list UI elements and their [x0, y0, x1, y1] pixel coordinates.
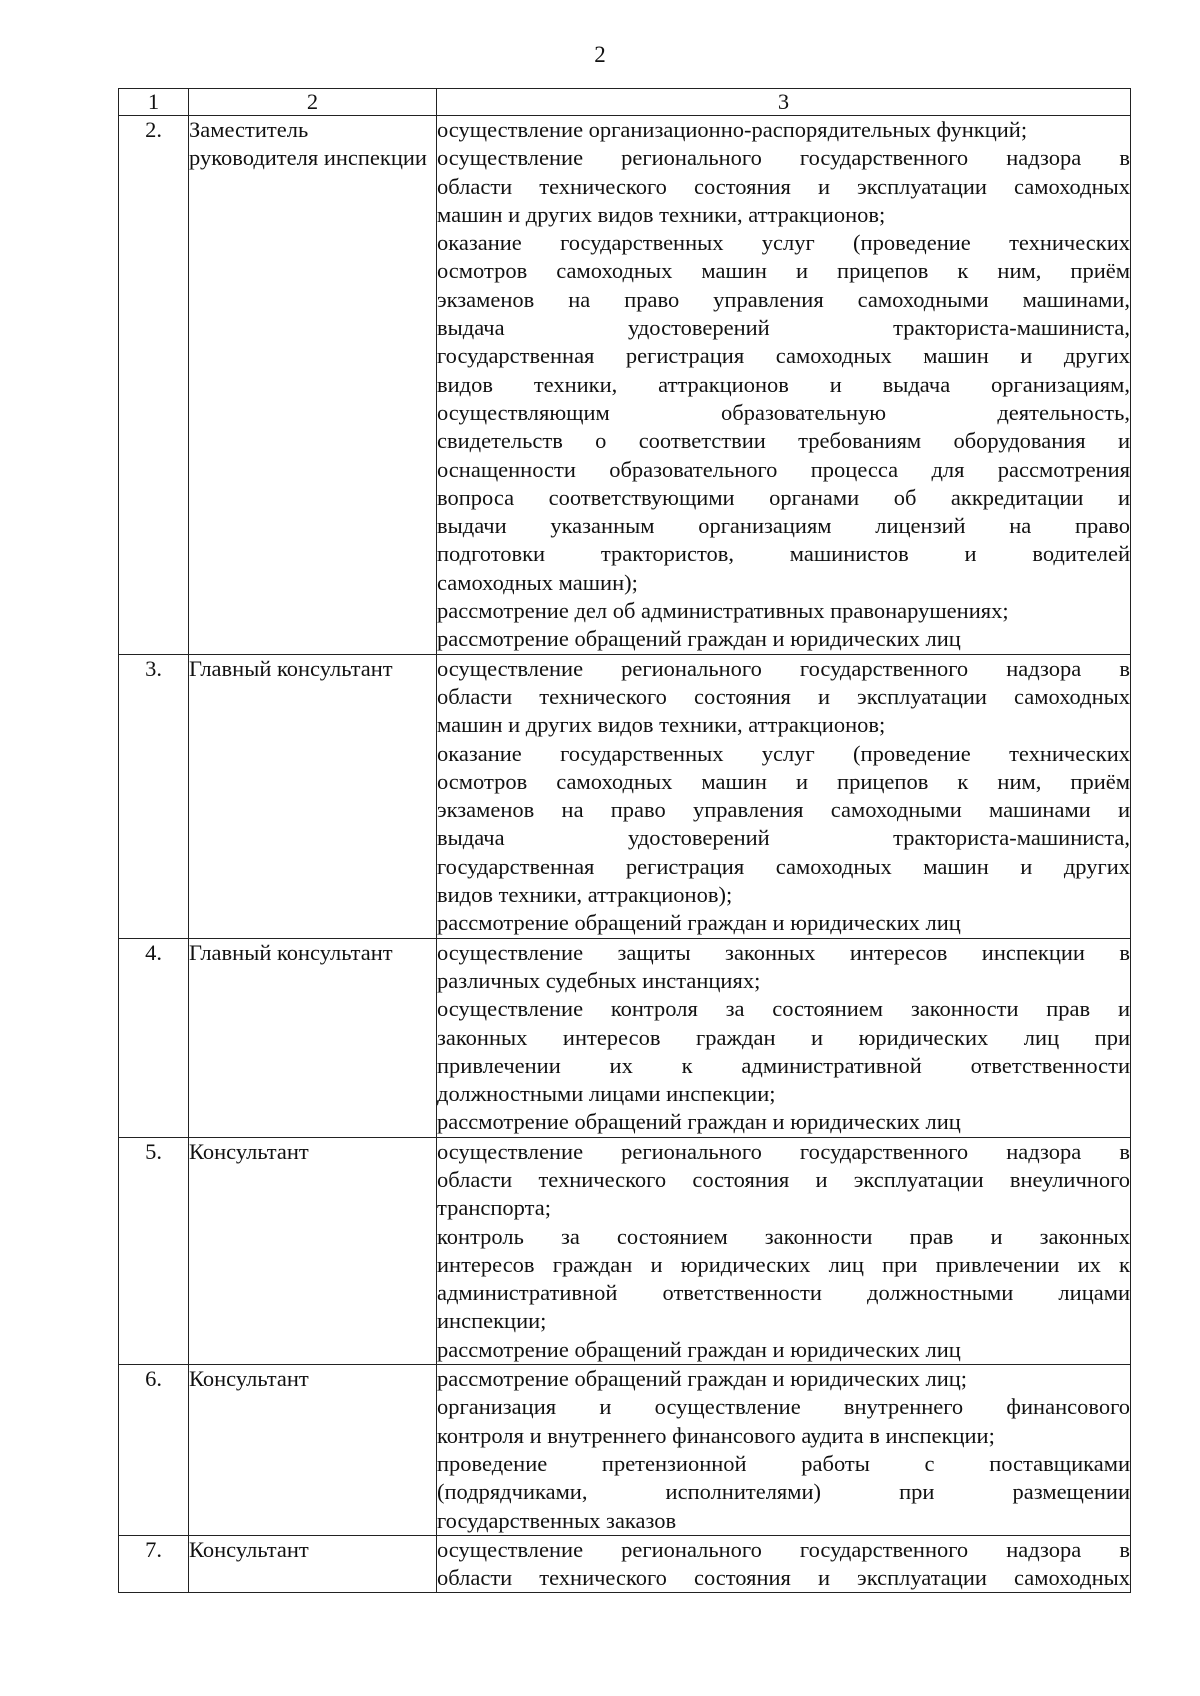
table-row	[119, 1137, 1131, 1364]
duty-line: осуществляющим образовательную деятельность,	[437, 399, 1130, 425]
duty-line: свидетельств о соответствии требованиям оборудования и	[437, 428, 1130, 454]
row-number: 3.	[119, 654, 189, 938]
duties-cell	[437, 116, 1131, 655]
duty-line: контроль за состоянием законности прав и законных	[437, 1223, 1130, 1249]
duty-line: осмотров самоходных машин и прицепов к ним, приём	[437, 258, 1130, 284]
table-header-row	[119, 89, 1131, 116]
duty-line: государственная регистрация самоходных машин и других	[437, 343, 1130, 369]
duty-line: осуществление регионального государственного надзора в	[437, 145, 1130, 171]
duty-line: оказание государственных услуг (проведение технических	[437, 230, 1130, 256]
duty-line: законных интересов граждан и юридических лиц при	[437, 1024, 1130, 1050]
position-title: Главный консультант	[189, 938, 437, 1137]
duty-line: осуществление контроля за состоянием законности прав и	[437, 996, 1130, 1022]
duty-line: области технического состояния и эксплуатации самоходных	[437, 173, 1130, 199]
duty-line: осуществление организационно-распорядительных функций;	[437, 117, 1028, 142]
duty-line: транспорта;	[437, 1195, 551, 1221]
duties-cell	[437, 654, 1131, 938]
duty-line: осуществление защиты законных интересов инспекции в	[437, 939, 1130, 965]
duty-line: рассмотрение обращений граждан и юридических лиц	[437, 1336, 961, 1362]
duty-line: рассмотрение обращений граждан и юридических лиц;	[437, 1366, 968, 1392]
duty-line: (подрядчиками, исполнителями) при размещении	[437, 1479, 1130, 1505]
row-number: 7.	[119, 1535, 189, 1593]
duty-line: проведение претензионной работы с поставщиками	[437, 1450, 1130, 1476]
duty-line: рассмотрение обращений граждан и юридических лиц	[437, 910, 961, 936]
duty-line: должностными лицами инспекции;	[437, 1081, 776, 1107]
duty-line: различных судебных инстанциях;	[437, 967, 761, 993]
duty-line: административной ответственности должностными лицами	[437, 1280, 1130, 1306]
duty-line: видов техники, аттракционов);	[437, 882, 733, 908]
duty-line: выдача удостоверений тракториста-машиниста,	[437, 825, 1130, 851]
duty-line: государственных заказов	[437, 1507, 677, 1533]
header-col-3: 3	[437, 89, 1131, 116]
duty-line: рассмотрение обращений граждан и юридических лиц	[437, 1109, 961, 1135]
header-col-2: 2	[189, 89, 437, 116]
duty-line: области технического состояния и эксплуатации самоходных	[437, 1565, 1130, 1591]
duty-line: экзаменов на право управления самоходными машинами,	[437, 286, 1130, 312]
duty-line: оказание государственных услуг (проведение технических	[437, 740, 1130, 766]
duty-line: рассмотрение дел об административных правонарушениях;	[437, 598, 1009, 624]
duties-cell	[437, 938, 1131, 1137]
duty-line: подготовки трактористов, машинистов и водителей	[437, 541, 1130, 567]
position-title: Консультант	[189, 1137, 437, 1364]
duty-line: оснащенности образовательного процесса для рассмотрения	[437, 456, 1130, 482]
duties-table	[118, 88, 1131, 1593]
duty-line: рассмотрение обращений граждан и юридических лиц	[437, 626, 961, 652]
position-title: Заместитель руководителя инспекции	[189, 116, 437, 655]
duties-cell	[437, 1535, 1131, 1593]
table-row	[119, 1535, 1131, 1593]
duties-cell	[437, 1365, 1131, 1536]
duties-cell	[437, 1137, 1131, 1364]
table-row	[119, 1365, 1131, 1536]
page-number: 2	[594, 42, 606, 67]
duty-line: области технического состояния и эксплуатации самоходных	[437, 683, 1130, 709]
position-title: Главный консультант	[189, 654, 437, 938]
position-title: Консультант	[189, 1535, 437, 1593]
duty-line: выдача удостоверений тракториста-машиниста,	[437, 315, 1130, 341]
header-col-1: 1	[119, 89, 189, 116]
duty-line: государственная регистрация самоходных машин и других	[437, 853, 1130, 879]
table-row	[119, 938, 1131, 1137]
duty-line: привлечении их к административной ответственности	[437, 1052, 1130, 1078]
duty-line: контроля и внутреннего финансового аудита в инспекции;	[437, 1422, 995, 1448]
duty-line: осмотров самоходных машин и прицепов к ним, приём	[437, 768, 1130, 794]
duty-line: машин и других видов техники, аттракционов;	[437, 201, 886, 227]
duty-line: интересов граждан и юридических лиц при привлечении их к	[437, 1251, 1130, 1277]
duty-line: области технического состояния и эксплуатации внеуличного	[437, 1166, 1130, 1192]
duty-line: машин и других видов техники, аттракционов;	[437, 712, 886, 738]
position-title: Консультант	[189, 1365, 437, 1536]
row-number: 2.	[119, 116, 189, 655]
duty-line: выдачи указанным организациям лицензий на право	[437, 513, 1130, 539]
duty-line: осуществление регионального государственного надзора в	[437, 1536, 1130, 1562]
table-row	[119, 654, 1131, 938]
row-number: 6.	[119, 1365, 189, 1536]
duty-line: осуществление регионального государственного надзора в	[437, 1138, 1130, 1164]
duty-line: осуществление регионального государственного надзора в	[437, 655, 1130, 681]
duty-line: вопроса соответствующими органами об аккредитации и	[437, 484, 1130, 510]
duty-line: инспекции;	[437, 1308, 547, 1334]
row-number: 4.	[119, 938, 189, 1137]
table-row	[119, 116, 1131, 655]
duty-line: экзаменов на право управления самоходными машинами и	[437, 797, 1130, 823]
duty-line: самоходных машин);	[437, 569, 638, 595]
duty-line: организация и осуществление внутреннего финансового	[437, 1394, 1130, 1420]
row-number: 5.	[119, 1137, 189, 1364]
duty-line: видов техники, аттракционов и выдача организациям,	[437, 371, 1130, 397]
